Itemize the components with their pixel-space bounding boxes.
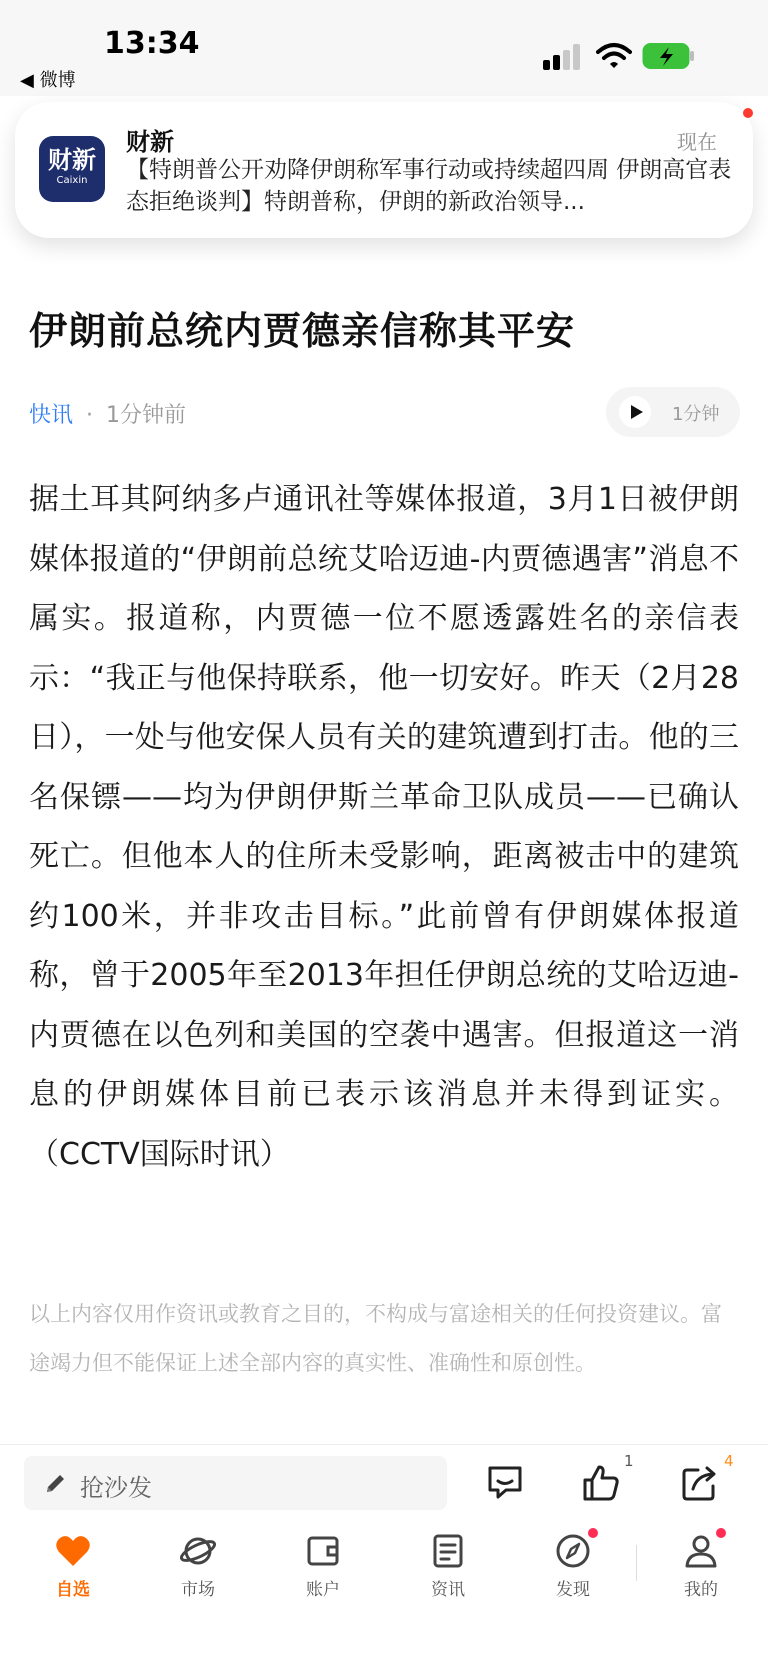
tab-label: 自选 bbox=[56, 1580, 90, 1600]
thumbs-up-icon bbox=[580, 1462, 622, 1504]
notification-body: 【特朗普公开劝降伊朗称军事行动或持续超四周 伊朗高官表态拒绝谈判】特朗普称，伊朗的新政治领导... bbox=[126, 157, 732, 215]
tab-discover[interactable] bbox=[528, 1532, 618, 1600]
news-icon bbox=[429, 1532, 467, 1570]
planet-icon bbox=[179, 1532, 217, 1570]
pencil-icon bbox=[44, 1471, 68, 1495]
share-icon bbox=[679, 1462, 721, 1504]
audio-duration: 1分钟 bbox=[672, 404, 720, 425]
article-published-time: 1分钟前 bbox=[106, 403, 187, 428]
tab-label: 发现 bbox=[556, 1580, 590, 1600]
share-button[interactable] bbox=[679, 1462, 721, 1504]
disclaimer-text: 以上内容仅用作资讯或教育之目的，不构成与富途相关的任何投资建议。富途竭力但不能保证上述全部内容的真实性、准确性和原创性。 bbox=[29, 1302, 722, 1375]
article-body: 据土耳其阿纳多卢通讯社等媒体报道，3月1日被伊朗媒体报道的“伊朗前总统艾哈迈迪-内贾德遇害”消息不属实。报道称，内贾德一位不愿透露姓名的亲信表示：“我正与他保持联系，他一切安好。昨天（2月28日），一处与他安保人员有关的建筑遭到打击。他的三名保镖——均为伊朗伊斯兰革命卫队成员——已确认死亡。但他本人的住所未受影响，距离被击中的建筑约100米，并非攻击目标。”此前曾有伊朗媒体报道称，曾于2005年至2013年担任伊朗总统的艾哈迈迪-内贾德在以色列和美国的空袭中遇害。但报道这一消息的伊朗媒体目前已表示该消息并未得到证实。（CCTV国际时讯） bbox=[29, 482, 739, 1172]
wallet-icon bbox=[304, 1532, 342, 1570]
status-bar bbox=[0, 0, 768, 96]
tab-label: 我的 bbox=[684, 1580, 718, 1600]
tab-label: 资讯 bbox=[431, 1580, 465, 1600]
tab-label: 市场 bbox=[181, 1580, 215, 1600]
tab-market[interactable] bbox=[153, 1532, 243, 1600]
battery-charging-icon bbox=[642, 42, 696, 70]
tab-me[interactable] bbox=[656, 1532, 746, 1600]
notification-app-name: 财新 bbox=[126, 128, 174, 156]
audio-play-button[interactable] bbox=[606, 387, 740, 437]
back-to-weibo-button[interactable]: ◀ 微博 bbox=[20, 70, 76, 91]
notification-dot bbox=[743, 108, 753, 118]
play-icon bbox=[619, 396, 651, 428]
wifi-icon bbox=[596, 42, 632, 70]
comment-input[interactable] bbox=[24, 1456, 447, 1510]
article-meta bbox=[29, 398, 186, 429]
caixin-logo-text: 财新 bbox=[48, 146, 96, 174]
discover-badge-dot bbox=[588, 1528, 598, 1538]
status-time: 13:34 bbox=[104, 26, 200, 61]
tab-watchlist[interactable] bbox=[28, 1532, 118, 1600]
like-count: 1 bbox=[624, 1452, 634, 1470]
caixin-app-icon bbox=[39, 136, 105, 202]
heart-icon bbox=[54, 1532, 92, 1570]
like-button[interactable] bbox=[580, 1462, 622, 1504]
person-icon bbox=[682, 1532, 720, 1570]
cellular-signal-icon bbox=[543, 44, 583, 70]
me-badge-dot bbox=[716, 1528, 726, 1538]
meta-separator: · bbox=[86, 403, 94, 428]
tab-news[interactable] bbox=[403, 1532, 493, 1600]
push-notification[interactable] bbox=[15, 102, 753, 238]
tab-divider bbox=[636, 1545, 637, 1581]
comment-button[interactable] bbox=[484, 1462, 526, 1504]
compass-icon bbox=[554, 1532, 592, 1570]
comment-placeholder: 抢沙发 bbox=[80, 1474, 152, 1502]
share-count: 4 bbox=[724, 1452, 734, 1470]
tab-label: 账户 bbox=[306, 1580, 340, 1600]
caixin-logo-subtext: Caixin bbox=[56, 175, 88, 186]
notification-time: 现在 bbox=[677, 130, 717, 154]
comment-icon bbox=[484, 1462, 526, 1504]
article-source-link[interactable]: 快讯 bbox=[29, 403, 74, 428]
tab-account[interactable] bbox=[278, 1532, 368, 1600]
article-title: 伊朗前总统内贾德亲信称其平安 bbox=[29, 309, 576, 353]
